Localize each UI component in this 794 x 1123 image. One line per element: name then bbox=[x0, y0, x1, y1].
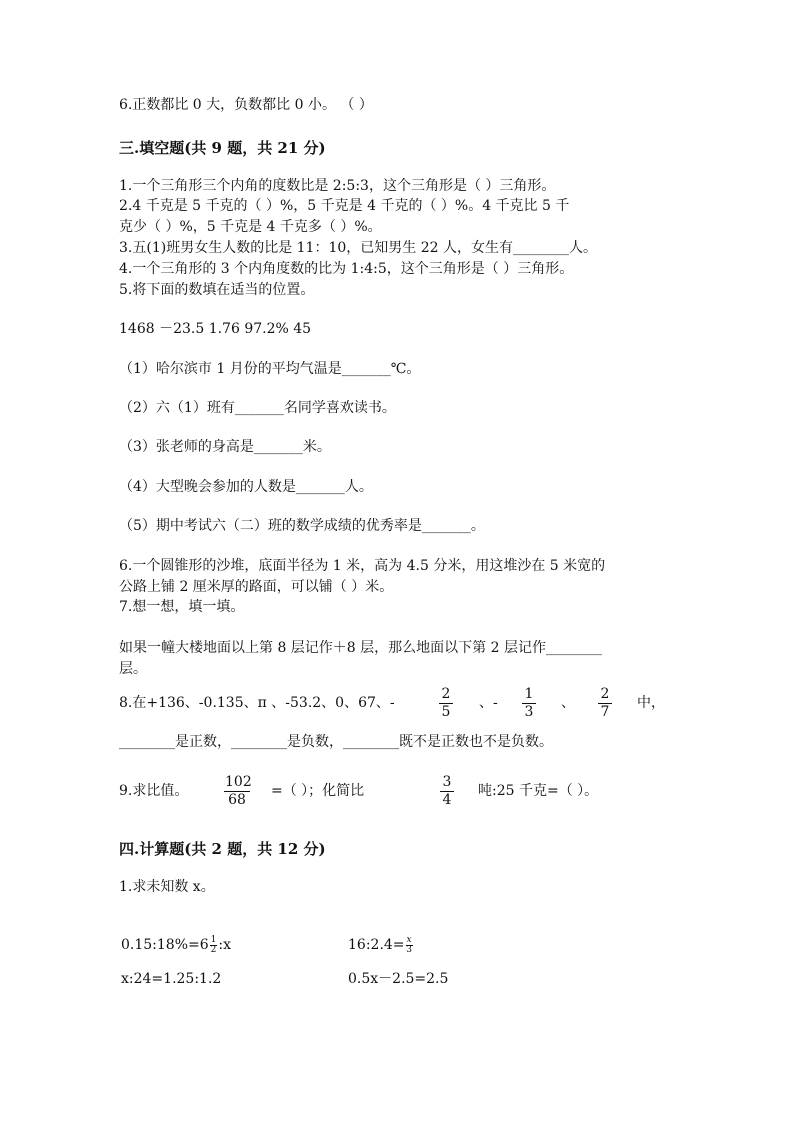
sub-question-2: （2）六（1）班有_______名同学喜欢读书。 bbox=[119, 400, 396, 416]
fill-question-7-line-1: 如果一幢大楼地面以上第 8 层记作＋8 层，那么地面以下第 2 层记作________ bbox=[119, 640, 602, 656]
fraction-denominator: 5 bbox=[441, 704, 451, 720]
fill-question-6-line-2: 公路上铺 2 厘米厚的路面，可以铺（ ）米。 bbox=[119, 579, 394, 595]
equation-1-left: 0.15:18%=6 bbox=[121, 937, 209, 953]
equation-1 bbox=[121, 935, 231, 955]
fill-question-8-start: 8.在+136、-0.135、π 、-53.2、0、67、- bbox=[119, 695, 395, 711]
fill-question-8-end: 中， bbox=[637, 695, 665, 711]
fraction-denominator: 7 bbox=[600, 704, 610, 720]
fraction-1-3 bbox=[522, 686, 536, 721]
fraction-denominator: 2 bbox=[210, 944, 217, 955]
sub-question-4: （4）大型晚会参加的人数是_______人。 bbox=[119, 479, 373, 495]
fill-question-6-line-1: 6.一个圆锥形的沙堆，底面半径为 1 米，高为 4.5 分米，用这堆沙在 5 米宽的 bbox=[119, 558, 606, 574]
fraction-numerator: x bbox=[406, 934, 412, 945]
fill-question-7-line-2: 层。 bbox=[119, 661, 147, 677]
fraction-denominator: 3 bbox=[406, 944, 412, 955]
fill-question-9-middle: =（ ）；化简比 bbox=[271, 783, 365, 799]
fill-question-8-sep-1: 、- bbox=[479, 695, 498, 711]
fraction-denominator: 4 bbox=[442, 792, 452, 808]
fraction-denominator: 68 bbox=[228, 792, 246, 808]
fill-question-5: 5.将下面的数填在适当的位置。 bbox=[119, 282, 315, 298]
equation-1-right: :x bbox=[218, 937, 232, 953]
sub-question-1: （1）哈尔滨市 1 月份的平均气温是_______℃。 bbox=[119, 361, 421, 377]
fraction-numerator: 3 bbox=[440, 774, 454, 792]
fill-question-2-line-1: 2.4 千克是 5 千克的（ ）%，5 千克是 4 千克的（ ）%。4 千克比 5 千 bbox=[119, 198, 570, 214]
fraction-numerator: 1 bbox=[522, 686, 536, 704]
fraction-numerator: 2 bbox=[439, 686, 453, 704]
fill-question-4: 4.一个三角形的 3 个内角度数的比为 1:4:5，这个三角形是（ ）三角形。 bbox=[119, 261, 574, 277]
number-list: 1468 －23.5 1.76 97.2% 45 bbox=[119, 321, 312, 337]
fraction-denominator: 3 bbox=[524, 704, 534, 720]
fraction-2-7 bbox=[598, 686, 612, 721]
fill-question-7: 7.想一想，填一填。 bbox=[119, 599, 245, 615]
calc-question-1: 1.求未知数 x。 bbox=[119, 879, 215, 895]
fraction-numerator: 2 bbox=[598, 686, 612, 704]
fraction-3-4 bbox=[440, 774, 454, 809]
question-6-line: 6.正数都比 0 大，负数都比 0 小。 （ ） bbox=[119, 97, 373, 113]
fraction-one-half bbox=[210, 936, 218, 955]
fraction-2-5 bbox=[439, 686, 453, 721]
fraction-numerator: 1 bbox=[210, 934, 217, 945]
fill-question-3: 3.五(1)班男女生人数的比是 11：10，已知男生 22 人，女生有________人。 bbox=[119, 240, 597, 256]
fill-question-9-start: 9.求比值。 bbox=[119, 783, 189, 799]
section-3-heading: 三.填空题(共 9 题，共 21 分) bbox=[119, 139, 326, 157]
equation-2-left: 16:2.4= bbox=[348, 937, 405, 953]
section-4-heading: 四.计算题(共 2 题，共 12 分) bbox=[119, 840, 326, 858]
equation-4: 0.5x－2.5=2.5 bbox=[348, 971, 449, 987]
fraction-numerator: 102 bbox=[225, 774, 252, 790]
equation-3: x:24=1.25:1.2 bbox=[121, 971, 222, 987]
fill-question-2-line-2: 克少（ ）%，5 千克是 4 千克多（ ）%。 bbox=[119, 219, 382, 235]
fraction-x-3 bbox=[406, 936, 413, 955]
sub-question-5: （5）期中考试六（二）班的数学成绩的优秀率是_______。 bbox=[119, 518, 485, 534]
fill-question-1: 1.一个三角形三个内角的度数比是 2:5:3，这个三角形是（ ）三角形。 bbox=[119, 178, 556, 194]
fill-question-8-line-2: ________是正数，________是负数，________既不是正数也不是负数。 bbox=[119, 734, 553, 750]
fraction-102-68 bbox=[224, 774, 250, 809]
fill-question-8-sep-2: 、 bbox=[561, 695, 575, 711]
fill-question-9-end: 吨:25 千克=（ ）。 bbox=[478, 783, 599, 799]
sub-question-3: （3）张老师的身高是_______米。 bbox=[119, 439, 331, 455]
equation-2 bbox=[348, 935, 414, 955]
